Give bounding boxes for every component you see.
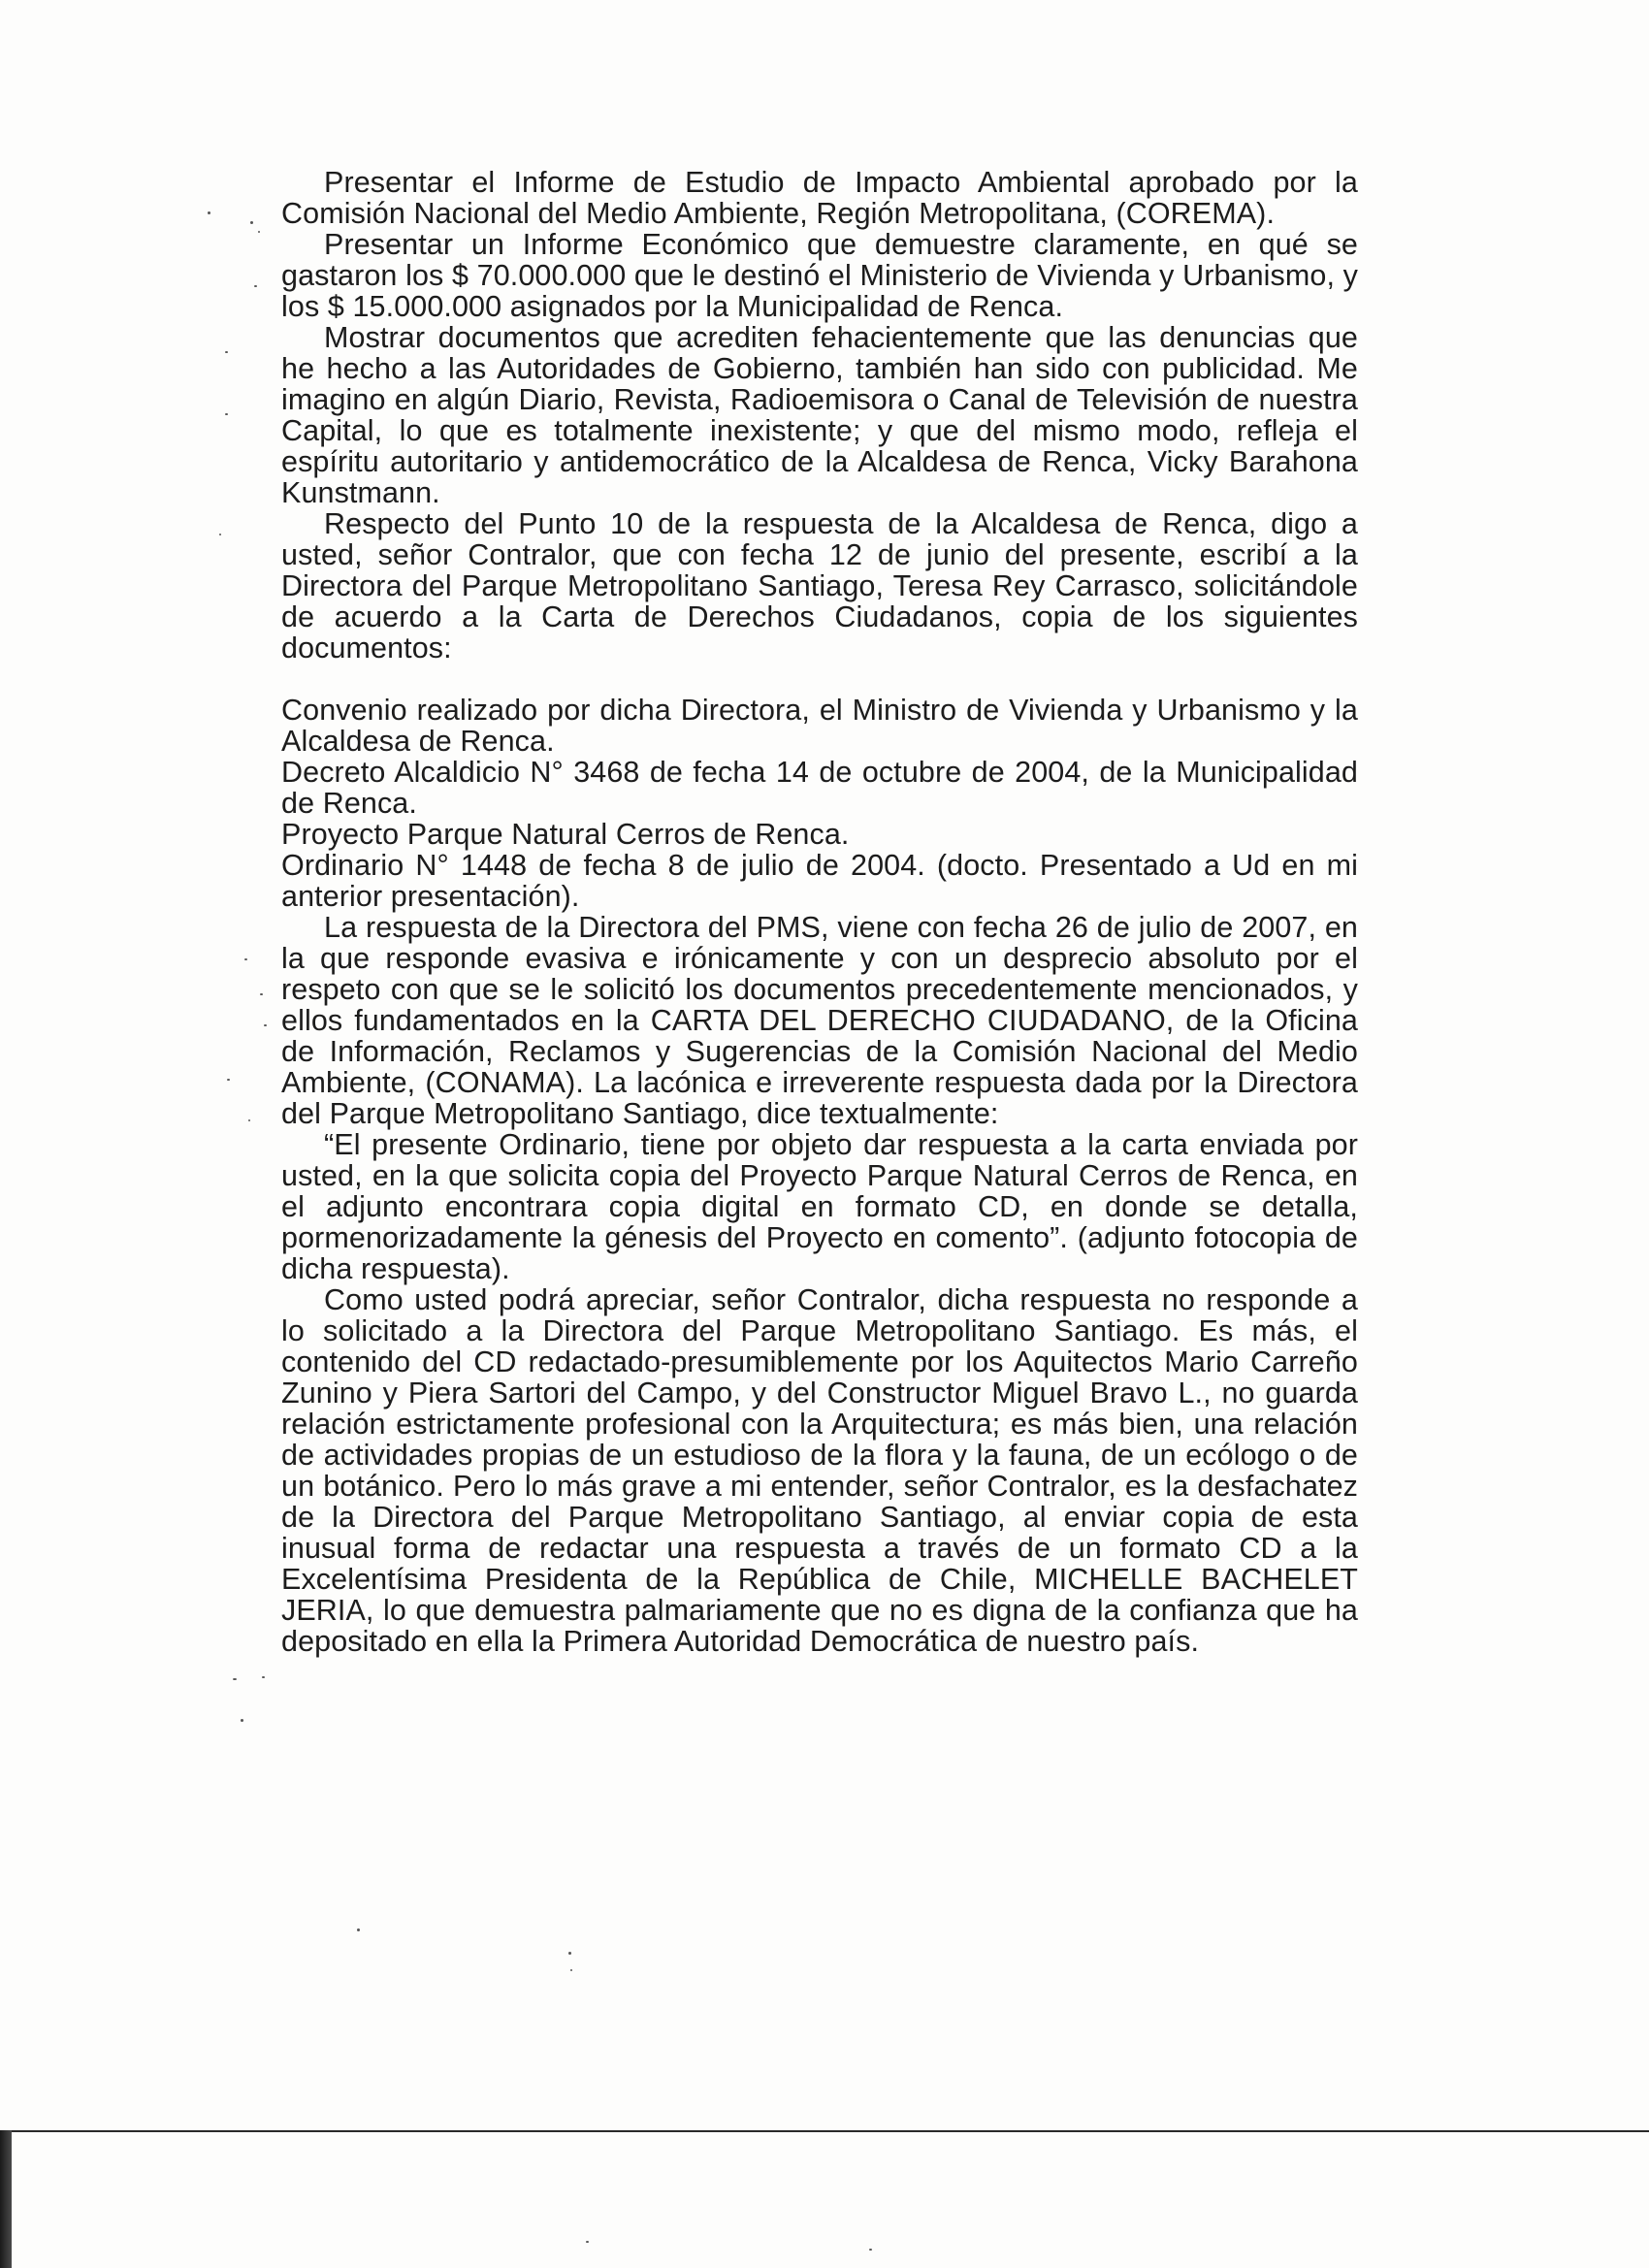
scan-speck bbox=[258, 231, 260, 233]
scan-speck bbox=[233, 1678, 237, 1680]
scan-speck bbox=[219, 534, 221, 535]
scan-speck bbox=[248, 1119, 250, 1121]
scan-edge-shadow bbox=[0, 2130, 12, 2268]
paragraph-informe-economico: Presentar un Informe Económico que demuestre claramente, en qué se gastaron los $ 70.000.000 que le destinó el Ministerio de Vivienda y Urbanismo, y los $ 15.000.000 asignados por la Municipalidad de Renca. bbox=[281, 228, 1358, 323]
scan-speck bbox=[208, 211, 210, 214]
paragraph-denuncias: Mostrar documentos que acrediten fehacientemente que las denuncias que he hecho a las Autoridades de Gobierno, también han sido con publicidad. Me imagino en algún Diario, Revista, Radioemisora o Canal de Televisión de nuestra Capital, lo que es totalmente inexistente; y que del mismo modo, refleja el espíritu autoritario y antidemocrático de la Alcaldesa de Renca, Vicky Barahona Kunstmann. bbox=[281, 321, 1358, 509]
scan-speck bbox=[225, 413, 228, 415]
scan-speck bbox=[262, 1676, 265, 1678]
list-item-ordinario: Ordinario N° 1448 de fecha 8 de julio de 2004. (docto. Presentado a Ud en mi anterior presentación). bbox=[281, 849, 1358, 913]
list-item-proyecto: Proyecto Parque Natural Cerros de Renca. bbox=[281, 818, 850, 851]
scan-speck bbox=[570, 1969, 572, 1971]
scan-speck bbox=[260, 993, 263, 995]
scan-speck bbox=[250, 221, 253, 224]
paragraph-respuesta-pms: La respuesta de la Directora del PMS, viene con fecha 26 de julio de 2007, en la que responde evasiva e irónicamente y con un desprecio absoluto por el respeto con que se le solicitó los documentos precedentemente mencionados, y ellos fundamentados en la CARTA DEL DERECHO CIUDADANO, de la Oficina de Información, Reclamos y Sugerencias de la Comisión Nacional del Medio Ambiente, (CONAMA). La lacónica e irreverente respuesta dada por la Directora del Parque Metropolitano Santiago, dice textualmente: bbox=[281, 911, 1358, 1130]
scan-speck bbox=[568, 1952, 571, 1955]
scan-speck bbox=[227, 1079, 230, 1081]
quoted-response: “El presente Ordinario, tiene por objeto dar respuesta a la carta enviada por usted, en la que solicita copia del Proyecto Parque Natural Cerros de Renca, en el adjunto encontrara copia digital en formato CD, en donde se detalla, pormenorizadamente la génesis del Proyecto en comento”. (adjunto fotocopia de dicha respuesta). bbox=[281, 1128, 1358, 1285]
list-item-decreto: Decreto Alcaldicio N° 3468 de fecha 14 de octubre de 2004, de la Municipalidad de Renca. bbox=[281, 756, 1358, 820]
scan-speck bbox=[241, 1719, 243, 1722]
scan-speck bbox=[357, 1928, 360, 1931]
scan-speck bbox=[254, 285, 257, 287]
scan-speck bbox=[869, 2249, 872, 2251]
scan-speck bbox=[244, 958, 247, 960]
list-item-convenio: Convenio realizado por dicha Directora, el Ministro de Vivienda y Urbanismo y la Alcaldesa de Renca. bbox=[281, 694, 1358, 758]
document-body bbox=[281, 167, 1358, 1657]
scan-speck bbox=[586, 2241, 589, 2243]
scan-speck bbox=[264, 1024, 267, 1026]
paragraph-closing: Como usted podrá apreciar, señor Contralor, dicha respuesta no responde a lo solicitado a la Directora del Parque Metropolitano Santiago. Es más, el contenido del CD redactado-presumiblemente por los Aquitectos Mario Carreño Zunino y Piera Sartori del Campo, y del Constructor Miguel Bravo L., no guarda relación estrictamente profesional con la Arquitectura; es más bien, una relación de actividades propias de un estudioso de la flora y la fauna, de un ecólogo o de un botánico. Pero lo más grave a mi entender, señor Contralor, es la desfachatez de la Directora del Parque Metropolitano Santiago, al enviar copia de esta inusual forma de redactar una respuesta a través de un formato CD a la Excelentísima Presidenta de la República de Chile, MICHELLE BACHELET JERIA, lo que demuestra palmariamente que no es digna de la confianza que ha depositado en ella la Primera Autoridad Democrática de nuestro país. bbox=[281, 1283, 1358, 1658]
scan-speck bbox=[225, 351, 228, 353]
blank-line bbox=[281, 664, 1358, 695]
scan-edge-line bbox=[0, 2130, 1649, 2132]
paragraph-corema: Presentar el Informe de Estudio de Impacto Ambiental aprobado por la Comisión Nacional del Medio Ambiente, Región Metropolitana, (COREMA). bbox=[281, 166, 1358, 230]
paragraph-punto-10: Respecto del Punto 10 de la respuesta de la Alcaldesa de Renca, digo a usted, señor Contralor, que con fecha 12 de junio del presente, escribí a la Directora del Parque Metropolitano Santiago, Teresa Rey Carrasco, solicitándole de acuerdo a la Carta de Derechos Ciudadanos, copia de los siguientes documentos: bbox=[281, 507, 1358, 664]
